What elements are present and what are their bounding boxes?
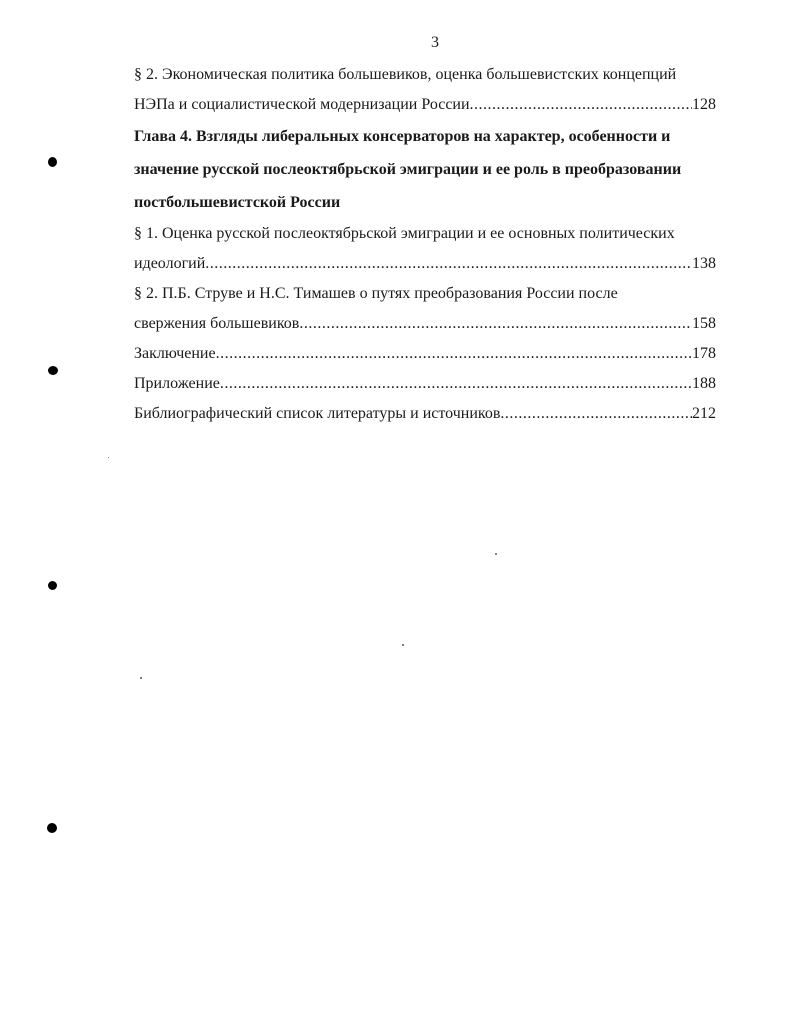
toc-entry-title: НЭПа и социалистической модернизации России: [134, 96, 470, 113]
scan-speck: [140, 677, 142, 679]
scan-speck: [108, 457, 109, 458]
binder-hole-mark-4: [47, 823, 57, 833]
toc-leader-dots: [205, 249, 692, 279]
toc-entry-title: Приложение: [134, 375, 220, 392]
toc-entry-page: 188: [692, 375, 716, 392]
table-of-contents: [134, 60, 742, 429]
toc-line-chapter4-section1-title: § 1. Оценка русской послеоктябрьской эмиграции и ее основных политических: [134, 225, 675, 242]
toc-entry-title: идеологий: [134, 255, 206, 272]
toc-entry-page: 128: [692, 96, 716, 113]
toc-entry-chapter3-section2: [134, 90, 716, 120]
toc-entry-page: 178: [692, 345, 716, 362]
toc-entry-page: 158: [692, 315, 716, 332]
toc-line-chapter4-section2-title: § 2. П.Б. Струве и Н.С. Тимашев о путях преобразования России после: [134, 285, 618, 302]
toc-entry-appendix: [134, 369, 716, 399]
toc-entry-chapter4-section1: [134, 249, 716, 279]
toc-chapter4-title-line3: постбольшевистской России: [134, 194, 341, 211]
toc-leader-dots: [500, 399, 692, 429]
toc-leader-dots: [216, 339, 692, 369]
binder-hole-mark-2: [48, 366, 58, 375]
scan-speck: [495, 553, 497, 555]
toc-entry-bibliography: [134, 399, 716, 429]
page-number: 3: [431, 34, 439, 51]
toc-leader-dots: [299, 309, 692, 339]
toc-entry-title: Заключение: [134, 345, 216, 362]
toc-entry-title: Библиографический список литературы и источников: [134, 405, 501, 422]
binder-hole-mark-3: [48, 581, 57, 590]
binder-hole-mark-1: [48, 157, 57, 167]
toc-entry-page: 138: [692, 255, 716, 272]
toc-leader-dots: [470, 90, 692, 120]
toc-line-chapter3-section2-title: § 2. Экономическая политика большевиков, оценка большевистских концепций: [134, 66, 677, 83]
toc-leader-dots: [220, 369, 692, 399]
toc-chapter4-title-line1: Глава 4. Взгляды либеральных консерваторов на характер, особенности и: [134, 128, 671, 145]
toc-entry-page: 212: [692, 405, 716, 422]
toc-entry-chapter4-section2: [134, 309, 716, 339]
toc-entry-title: свержения большевиков: [134, 315, 300, 332]
scan-speck: [402, 644, 404, 646]
toc-chapter4-title-line2: значение русской послеоктябрьской эмиграции и ее роль в преобразовании: [134, 161, 682, 178]
toc-entry-conclusion: [134, 339, 716, 369]
